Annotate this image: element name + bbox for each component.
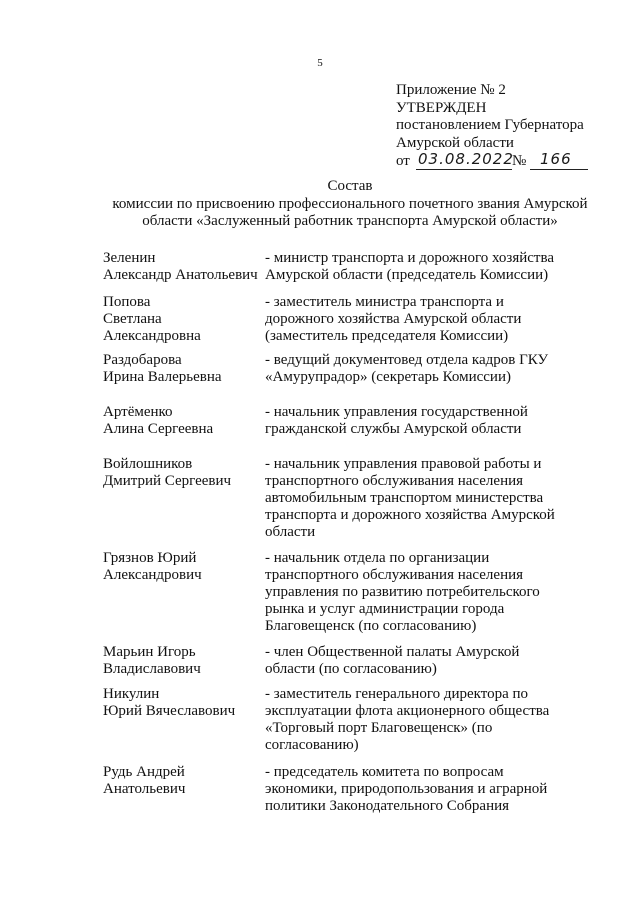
member-name-line: Ирина Валерьевна: [103, 369, 222, 385]
date-underline: [416, 169, 512, 170]
member-role-line: - ведущий документовед отдела кадров ГКУ: [265, 352, 549, 368]
member-role: [265, 644, 575, 678]
member-name-line: Попова: [103, 294, 151, 310]
member-role-line: - заместитель генерального директора по: [265, 686, 529, 702]
member-role: [265, 250, 575, 284]
member-role-line: - член Общественной палаты Амурской: [265, 644, 520, 660]
member-role-line: - заместитель министра транспорта и: [265, 294, 504, 310]
approval-block: [396, 82, 636, 172]
member-name: [103, 404, 263, 438]
member-name-line: Зеленин: [103, 250, 156, 266]
member-role-line: гражданской службы Амурской области: [265, 421, 522, 437]
date-prefix: от: [396, 153, 410, 169]
title-subtitle-1: комиссии по присвоению профессионального почетного звания Амурской: [112, 195, 588, 212]
member-name-line: Артёменко: [103, 404, 173, 420]
member-role: [265, 456, 575, 541]
member-role-line: автомобильным транспортом министерства: [265, 490, 544, 506]
member-name-line: Войлошников: [103, 456, 193, 472]
member-name-line: Марьин Игорь: [103, 644, 196, 660]
member-role-line: управления по развитию потребительского: [265, 584, 540, 600]
member-name: [103, 764, 263, 798]
page-number: 5: [317, 57, 323, 69]
decree-date-number: [396, 152, 636, 172]
member-role-line: рынка и услуг администрации города: [265, 601, 505, 617]
member-role-line: транспортного обслуживания населения: [265, 567, 524, 583]
member-role: [265, 764, 575, 815]
member-role-line: экономики, природопользования и аграрной: [265, 781, 548, 797]
member-name-line: Юрий Вячеславович: [103, 703, 236, 719]
member-name-line: Алина Сергеевна: [103, 421, 214, 437]
handwritten-date: 03.08.2022: [418, 150, 514, 168]
member-name-line: Александрович: [103, 567, 202, 583]
member-role-line: дорожного хозяйства Амурской области: [265, 311, 522, 327]
member-name-line: Рудь Андрей: [103, 764, 185, 780]
member-name-line: Дмитрий Сергеевич: [103, 473, 232, 489]
member-name: [103, 456, 263, 490]
member-name-line: Грязнов Юрий: [103, 550, 197, 566]
member-role-line: «Амурупрадор» (секретарь Комиссии): [265, 369, 511, 385]
member-name-line: Анатольевич: [103, 781, 186, 797]
member-role-line: Амурской области (председатель Комиссии): [265, 267, 549, 283]
decree-type: постановлением Губернатора: [396, 117, 584, 133]
member-role: [265, 550, 575, 635]
member-role: [265, 294, 575, 345]
member-name: [103, 250, 263, 284]
member-role-line: - председатель комитета по вопросам: [265, 764, 504, 780]
member-role-line: транспортного обслуживания населения: [265, 473, 524, 489]
member-role-line: политики Законодательного Собрания: [265, 798, 510, 814]
member-name: [103, 550, 263, 584]
member-role-line: - начальник управления правовой работы и: [265, 456, 542, 472]
member-name-line: Никулин: [103, 686, 160, 702]
number-underline: [530, 169, 588, 170]
member-role-line: «Торговый порт Благовещенск» (по: [265, 720, 493, 736]
handwritten-number: 166: [540, 150, 572, 168]
member-role-line: транспорта и дорожного хозяйства Амурской: [265, 507, 555, 523]
member-name: [103, 644, 263, 678]
region-name: Амурской области: [396, 134, 514, 151]
member-name-line: Раздобарова: [103, 352, 182, 368]
member-name: [103, 352, 263, 386]
appendix-number: Приложение № 2: [396, 82, 506, 98]
member-role: [265, 686, 575, 754]
member-role-line: эксплуатации флота акционерного общества: [265, 703, 550, 719]
title-subtitle-2: области «Заслуженный работник транспорта Амурской области»: [142, 213, 558, 229]
member-name-line: Владиславович: [103, 661, 201, 677]
member-role-line: области (по согласованию): [265, 661, 437, 677]
member-name-line: Александр Анатольевич: [103, 267, 258, 283]
member-role-line: Благовещенск (по согласованию): [265, 618, 477, 634]
member-role-line: - министр транспорта и дорожного хозяйства: [265, 250, 555, 266]
document-title: [60, 178, 640, 231]
member-role-line: - начальник управления государственной: [265, 404, 528, 420]
member-name: [103, 294, 263, 345]
member-name-line: Светлана Александровна: [103, 311, 201, 344]
approved-label: УТВЕРЖДЕН: [396, 99, 487, 116]
member-name: [103, 686, 263, 720]
member-role-line: области: [265, 524, 316, 540]
member-role-line: - начальник отдела по организации: [265, 550, 490, 566]
member-role-line: (заместитель председателя Комиссии): [265, 328, 509, 344]
member-role: [265, 404, 575, 438]
member-role: [265, 352, 575, 386]
title-heading: Состав: [327, 178, 373, 194]
member-role-line: согласованию): [265, 737, 359, 753]
number-sign: №: [512, 153, 527, 169]
